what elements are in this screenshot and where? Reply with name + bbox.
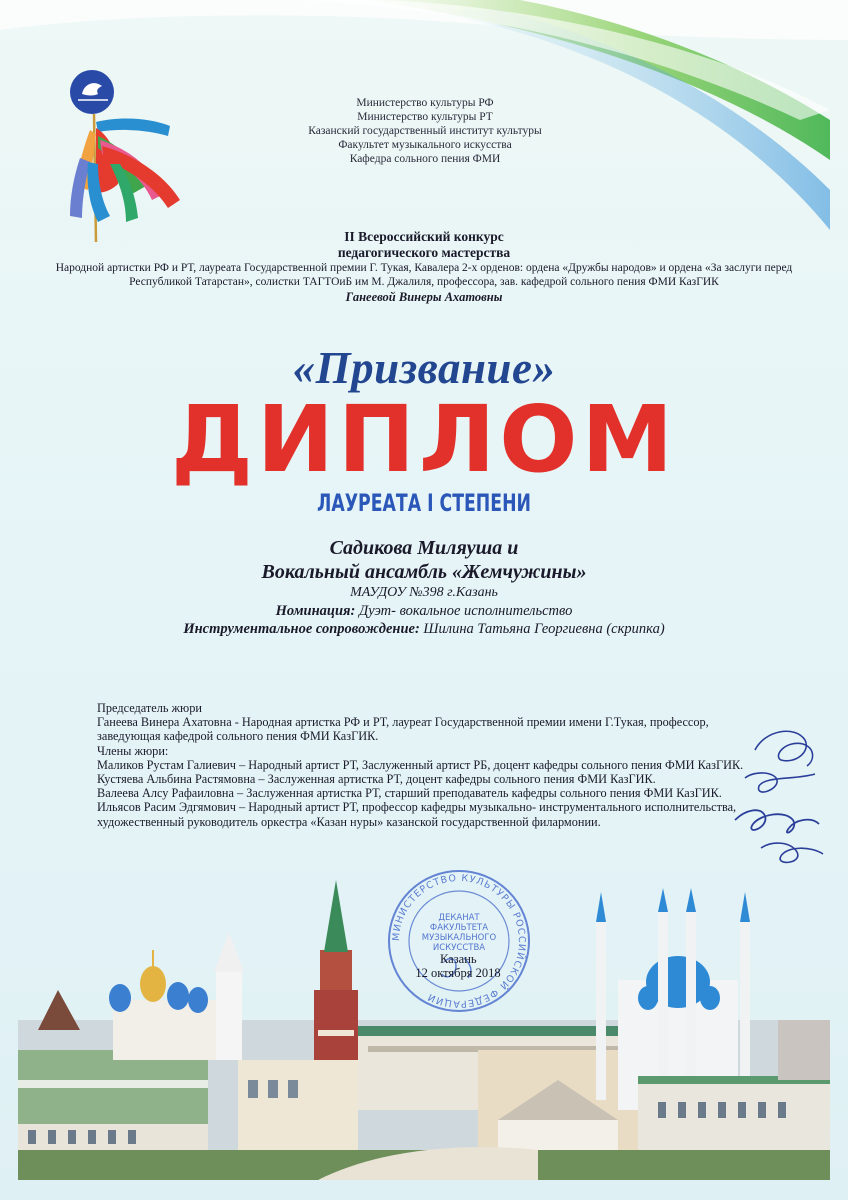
jury-member: Кустяева Альбина Растямовна – Заслуженная артистка РТ, доцент кафедры сольного пения ФМИ КазГИК.: [97, 772, 656, 787]
nomination-row: [60, 602, 788, 620]
laureate-name-line2: Вокальный ансамбль «Жемчужины»: [261, 561, 587, 583]
ministry-line: Кафедра сольного пения ФМИ: [349, 153, 501, 165]
laureate-block: [60, 536, 788, 638]
contest-description: Народной артистки РФ и РТ, лауреата Государственной премии Г. Тукая, Кавалера 2-х орденов: ордена «Дружбы народов» и ордена «За заслуги перед Республикой Татарстан», солистки ТАГТОиБ им М. Джалиля, профессора, зав. кафедрой сольного пения ФМИ КазГИК: [55, 262, 793, 288]
laureate-name-line1: Садикова Миляуша и: [329, 537, 519, 559]
nomination-value: Дуэт- вокальное исполнительство: [358, 603, 573, 619]
stamp-ring-text: МИНИСТЕРСТВО КУЛЬТУРЫ РОССИЙСКОЙ ФЕДЕРАЦИИ: [390, 872, 528, 1010]
ministry-line: Факультет музыкального искусства: [338, 139, 512, 151]
diploma-title: ДИПЛОМ: [170, 386, 678, 493]
jury-chair: Ганеева Винера Ахатовна - Народная артистка РФ и РТ, лауреат Государственной премии имени Г.Тукая, профессор, заведующая кафедрой сольного пения ФМИ КазГИК.: [97, 715, 709, 744]
ministries-block: [250, 96, 600, 166]
laureate-school: МАУДОУ №398 г.Казань: [350, 585, 498, 600]
accompaniment-value: Шилина Татьяна Георгиевна (скрипка): [423, 621, 665, 637]
contest-honoree: Ганеевой Винеры Ахатовны: [345, 290, 503, 304]
ministry-line: Министерство культуры РТ: [357, 111, 493, 123]
accompaniment-row: [60, 620, 788, 638]
nomination-label: Номинация:: [275, 603, 356, 619]
stamp-center-line: ДЕКАНАТ: [438, 913, 480, 923]
jury-member: Маликов Рустам Галиевич – Народный артист РТ, Заслуженный артист РБ, доцент кафедры сольного пения ФМИ КазГИК.: [97, 757, 744, 772]
jury-member: Валеева Алсу Рафаиловна – Заслуженная артистка РТ, старший преподаватель кафедры сольного пения ФМИ КазГИК.: [97, 786, 722, 801]
contest-title-line2: педагогического мастерства: [337, 245, 511, 260]
contest-name: «Призвание»: [292, 343, 556, 393]
jury-members-label: Члены жюри:: [97, 743, 169, 758]
ministry-line: Казанский государственный институт культуры: [308, 125, 542, 137]
city: Казань: [440, 952, 477, 966]
jury-chair-label: Председатель жюри: [97, 701, 202, 715]
signatures: [715, 720, 835, 890]
accompaniment-label: Инструментальное сопровождение:: [183, 621, 420, 637]
stamp-center-line: ФАКУЛЬТЕТА: [429, 923, 489, 933]
issue-date: 12 октября 2018: [415, 966, 501, 980]
stamp-center-line: МУЗЫКАЛЬНОГО: [421, 933, 497, 943]
contest-logo: [60, 66, 200, 242]
contest-block: [40, 229, 808, 305]
stamp-center-line: ИСКУССТВА: [432, 943, 486, 953]
contest-title-line1: II Всероссийский конкурс: [344, 229, 504, 244]
official-stamp: [384, 866, 534, 1016]
jury-block: [97, 701, 762, 829]
jury-member: Ильясов Расим Эдгямович – Народный артист РТ, профессор кафедры музыкально- инструментального исполнительства, художественный руководитель оркестра «Казан нуры» казанской государственной филармонии.: [97, 800, 737, 829]
ministry-line: Министерство культуры РФ: [356, 97, 494, 109]
degree-title: ЛАУРЕАТА I СТЕПЕНИ: [317, 489, 531, 517]
